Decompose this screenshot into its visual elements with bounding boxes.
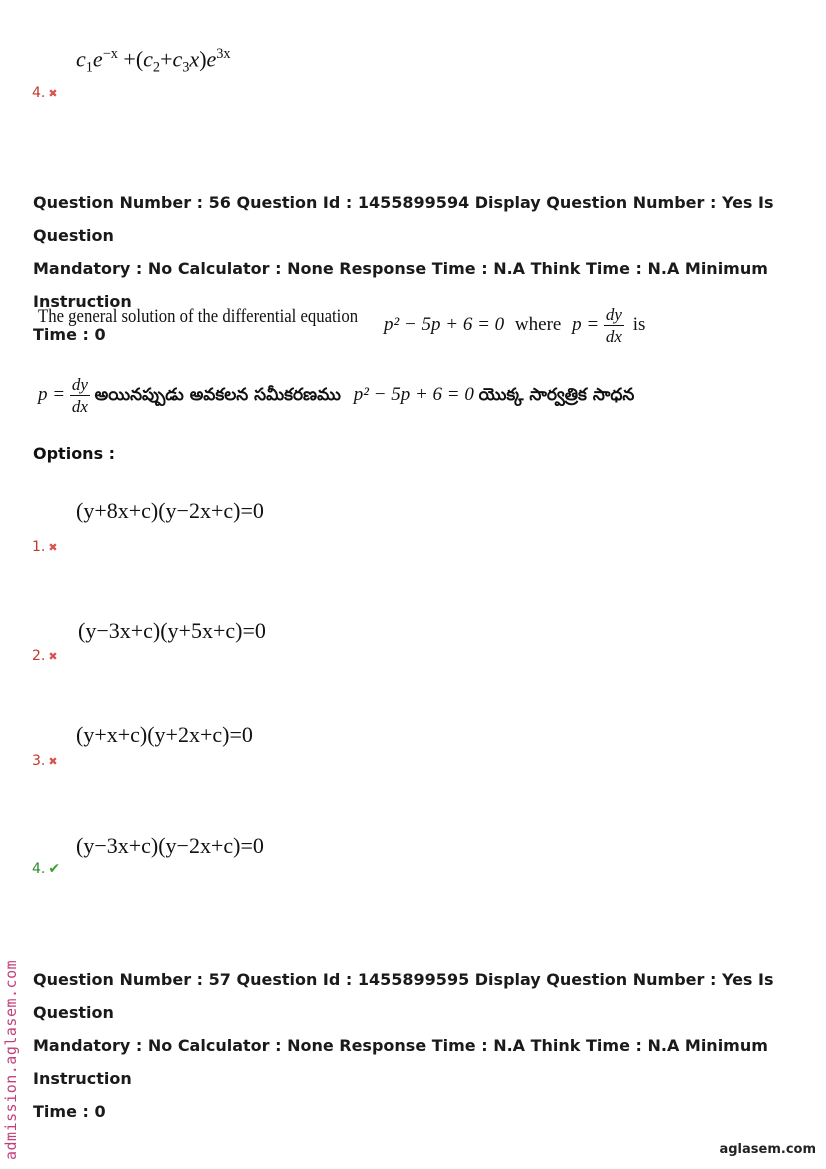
option-1-expression: (y+8x+c)(y−2x+c)=0 [76, 498, 264, 523]
option-4-expression: (y−3x+c)(y−2x+c)=0 [76, 833, 264, 858]
prev-option-4-expression: $c_1e^{-x} +(c_2+c_3x)e^{3x}$ [76, 46, 231, 76]
q56-question-english: The general solution of the differential equation [38, 306, 359, 327]
q57-meta-line3: Time : 0 [33, 1102, 106, 1121]
watermark-text: admission.aglasem.com [2, 959, 20, 1160]
option-1-number: 1. ✖ [32, 539, 58, 555]
option-2-number: 2. ✖ [32, 648, 58, 664]
options-label: Options : [33, 444, 116, 463]
cross-icon: ✖ [48, 755, 58, 768]
option-2-expression: (y−3x+c)(y+5x+c)=0 [78, 618, 266, 643]
q56-equation-en: p² − 5p + 6 = 0 where p = $\frac{dy}{dx}$ is [384, 305, 646, 346]
prev-option-4-number: 4. ✖ [32, 85, 58, 101]
footer-brand: aglasem.com [719, 1142, 816, 1157]
q57-meta-line2: Mandatory : No Calculator : None Response Time : N.A Think Time : N.A Minimum Instruction [33, 1036, 768, 1088]
telugu-text-part2: యొక్క సార్వత్రిక సాధన [478, 384, 635, 405]
option-4-number: 4. ✔ [32, 861, 61, 877]
q56-meta-line2: Mandatory : No Calculator : None Response Time : N.A Think Time : N.A Minimum Instruction [33, 259, 768, 311]
q57-meta-line1: Question Number : 57 Question Id : 1455899595 Display Question Number : Yes Is Question [33, 970, 774, 1022]
cross-icon: ✖ [48, 87, 58, 100]
option-3-expression: (y+x+c)(y+2x+c)=0 [76, 722, 253, 747]
option-3-number: 3. ✖ [32, 753, 58, 769]
q56-meta-line1: Question Number : 56 Question Id : 1455899594 Display Question Number : Yes Is Question [33, 193, 774, 245]
check-icon: ✔ [48, 861, 61, 877]
cross-icon: ✖ [48, 541, 58, 554]
telugu-text-part1: అయినప్పుడు అవకలన సమీకరణము [94, 384, 341, 405]
cross-icon: ✖ [48, 650, 58, 663]
q57-meta [33, 963, 813, 1128]
q56-question-telugu: p = $\frac{dy}{dx}$ అయినప్పుడు అవకలన సమీకరణము p² − 5p + 6 = 0 యొక్క సార్వత్రిక సాధన [38, 375, 635, 416]
q56-meta-line3: Time : 0 [33, 325, 106, 344]
